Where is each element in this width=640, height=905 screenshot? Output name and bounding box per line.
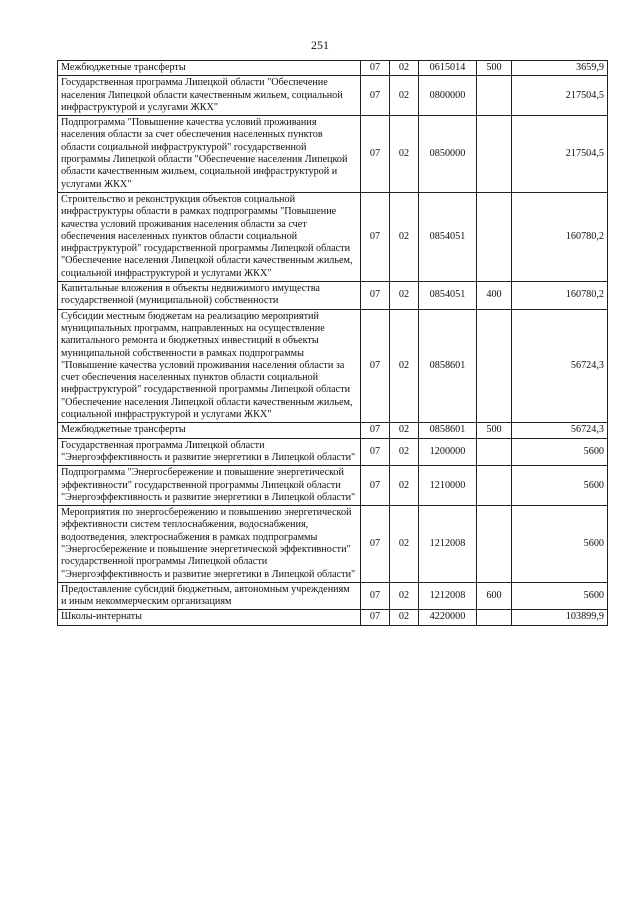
section-code-cell: 07	[361, 610, 390, 625]
target-article-cell: 0615014	[419, 61, 477, 76]
expense-type-cell	[477, 76, 512, 116]
expense-type-cell: 600	[477, 582, 512, 610]
subsection-code-cell: 02	[390, 582, 419, 610]
section-code-cell: 07	[361, 282, 390, 310]
table-row	[58, 61, 608, 76]
amount-cell: 160780,2	[512, 282, 608, 310]
expense-type-cell	[477, 116, 512, 193]
table-row	[58, 610, 608, 625]
section-code-cell: 07	[361, 309, 390, 423]
amount-cell: 5600	[512, 506, 608, 583]
expense-type-cell: 400	[477, 282, 512, 310]
amount-cell: 103899,9	[512, 610, 608, 625]
row-name-cell: Государственная программа Липецкой области "Обеспечение населения Липецкой области качественным жильем, социальной инфраструктурой и услугами ЖКХ"	[58, 76, 361, 116]
target-article-cell: 1210000	[419, 466, 477, 506]
subsection-code-cell: 02	[390, 76, 419, 116]
amount-cell: 160780,2	[512, 192, 608, 281]
table-row	[58, 282, 608, 310]
budget-table	[57, 60, 608, 626]
row-name-cell: Подпрограмма "Повышение качества условий проживания населения области за счет обеспечения населенных пунктов области социальной инфраструктурой" государственной программы Липецкой области "Обеспечение населения Липецкой области качественным жильем, социальной инфраструктурой и услугами ЖКХ"	[58, 116, 361, 193]
target-article-cell: 0854051	[419, 282, 477, 310]
target-article-cell: 4220000	[419, 610, 477, 625]
subsection-code-cell: 02	[390, 192, 419, 281]
section-code-cell: 07	[361, 582, 390, 610]
table-row	[58, 309, 608, 423]
amount-cell: 217504,5	[512, 116, 608, 193]
row-name-cell: Государственная программа Липецкой области "Энергоэффективность и развитие энергетики в Липецкой области"	[58, 438, 361, 466]
expense-type-cell	[477, 610, 512, 625]
expense-type-cell: 500	[477, 61, 512, 76]
table-row	[58, 76, 608, 116]
page-number: 251	[311, 38, 329, 52]
subsection-code-cell: 02	[390, 506, 419, 583]
row-name-cell: Мероприятия по энергосбережению и повышению энергетической эффективности систем теплоснабжения, водоснабжения, водоотведения, электроснабжения в рамках подпрограммы "Энергосбережение и повышение энергетической эффективности" государственной программы Липецкой области "Энергоэффективность и развитие энергетики в Липецкой области"	[58, 506, 361, 583]
amount-cell: 5600	[512, 582, 608, 610]
subsection-code-cell: 02	[390, 423, 419, 438]
target-article-cell: 0854051	[419, 192, 477, 281]
row-name-cell: Подпрограмма "Энергосбережение и повышение энергетической эффективности" государственной программы Липецкой области "Энергоэффективность и развитие энергетики в Липецкой области"	[58, 466, 361, 506]
row-name-cell: Капитальные вложения в объекты недвижимого имущества государственной (муниципальной) собственности	[58, 282, 361, 310]
table-row	[58, 466, 608, 506]
row-name-cell: Межбюджетные трансферты	[58, 61, 361, 76]
row-name-cell: Строительство и реконструкция объектов социальной инфраструктуры области в рамках подпрограммы "Повышение качества условий проживания населения области за счет обеспечения населенных пунктов области социальной инфраструктурой" государственной программы Липецкой области "Обеспечение населения Липецкой области качественным жильем, социальной инфраструктурой и услугами ЖКХ"	[58, 192, 361, 281]
subsection-code-cell: 02	[390, 282, 419, 310]
target-article-cell: 1200000	[419, 438, 477, 466]
table-row	[58, 438, 608, 466]
expense-type-cell	[477, 192, 512, 281]
subsection-code-cell: 02	[390, 466, 419, 506]
table-row	[58, 192, 608, 281]
section-code-cell: 07	[361, 466, 390, 506]
amount-cell: 56724,3	[512, 423, 608, 438]
amount-cell: 56724,3	[512, 309, 608, 423]
table-row	[58, 506, 608, 583]
section-code-cell: 07	[361, 116, 390, 193]
amount-cell: 5600	[512, 438, 608, 466]
target-article-cell: 1212008	[419, 506, 477, 583]
expense-type-cell: 500	[477, 423, 512, 438]
amount-cell: 217504,5	[512, 76, 608, 116]
expense-type-cell	[477, 438, 512, 466]
row-name-cell: Межбюджетные трансферты	[58, 423, 361, 438]
section-code-cell: 07	[361, 438, 390, 466]
section-code-cell: 07	[361, 423, 390, 438]
expense-type-cell	[477, 309, 512, 423]
expense-type-cell	[477, 506, 512, 583]
target-article-cell: 1212008	[419, 582, 477, 610]
table-row	[58, 116, 608, 193]
section-code-cell: 07	[361, 76, 390, 116]
amount-cell: 5600	[512, 466, 608, 506]
subsection-code-cell: 02	[390, 438, 419, 466]
expense-type-cell	[477, 466, 512, 506]
target-article-cell: 0850000	[419, 116, 477, 193]
table-row	[58, 582, 608, 610]
target-article-cell: 0858601	[419, 309, 477, 423]
section-code-cell: 07	[361, 192, 390, 281]
row-name-cell: Предоставление субсидий бюджетным, автономным учреждениям и иным некоммерческим организациям	[58, 582, 361, 610]
subsection-code-cell: 02	[390, 309, 419, 423]
row-name-cell: Школы-интернаты	[58, 610, 361, 625]
budget-table-body	[58, 61, 608, 626]
target-article-cell: 0858601	[419, 423, 477, 438]
amount-cell: 3659,9	[512, 61, 608, 76]
section-code-cell: 07	[361, 506, 390, 583]
table-row	[58, 423, 608, 438]
row-name-cell: Субсидии местным бюджетам на реализацию мероприятий муниципальных программ, направленных на осуществление капитального ремонта и бюджетных инвестиций в объекты муниципальной собственности в рамках подпрограммы "Повышение качества условий проживания населения области за счет обеспечения населенных пунктов области социальной инфраструктурой" государственной программы Липецкой области "Обеспечение населения Липецкой области качественным жильем, социальной инфраструктурой и услугами ЖКХ"	[58, 309, 361, 423]
subsection-code-cell: 02	[390, 116, 419, 193]
subsection-code-cell: 02	[390, 610, 419, 625]
subsection-code-cell: 02	[390, 61, 419, 76]
section-code-cell: 07	[361, 61, 390, 76]
target-article-cell: 0800000	[419, 76, 477, 116]
